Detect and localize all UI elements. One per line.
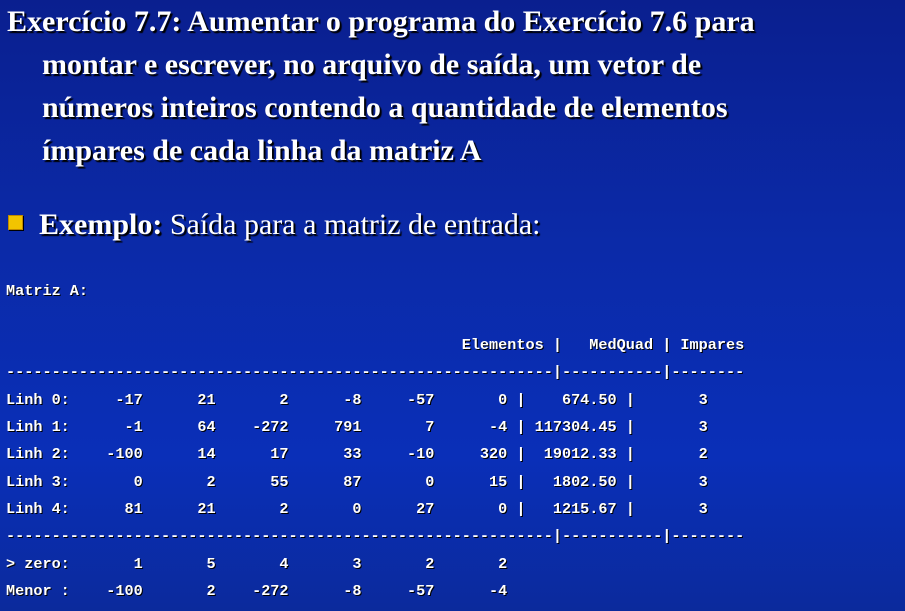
exercise-heading: [7, 0, 897, 172]
heading-line-3: números inteiros contendo a quantidade de elementos: [42, 91, 728, 124]
example-bullet: [8, 200, 540, 250]
summary-row: > zero: 1 5 4 3 2 2: [6, 555, 508, 573]
heading-line-2: montar e escrever, no arquivo de saída, um vetor de: [42, 48, 702, 81]
table-row: Linh 2: -100 14 17 33 -10 320 | 19012.33 | 2: [6, 445, 708, 463]
bullet-square-icon: [8, 215, 23, 230]
summary-row: Menor : -100 2 -272 -8 -57 -4: [6, 582, 508, 600]
example-label: Exemplo:: [39, 208, 163, 241]
table-header: Elementos | MedQuad | Impares: [6, 336, 745, 354]
example-text: Saída para a matriz de entrada:: [162, 208, 541, 241]
table-row: Linh 4: 81 21 2 0 27 0 | 1215.67 | 3: [6, 500, 708, 518]
matrix-title: Matriz A:: [6, 282, 89, 300]
table-separator: ------------------------------------------------------------|-----------|--------: [6, 363, 745, 381]
heading-line-1: Exercício 7.7: Aumentar o programa do Exercício 7.6 para: [7, 5, 755, 38]
table-footer-separator: ------------------------------------------------------------|-----------|--------: [6, 527, 745, 545]
heading-line-4: ímpares de cada linha da matriz A: [42, 134, 482, 167]
table-row: Linh 3: 0 2 55 87 0 15 | 1802.50 | 3: [6, 473, 708, 491]
table-row: Linh 1: -1 64 -272 791 7 -4 | 117304.45 | 3: [6, 418, 708, 436]
table-row: Linh 0: -17 21 2 -8 -57 0 | 674.50 | 3: [6, 391, 708, 409]
